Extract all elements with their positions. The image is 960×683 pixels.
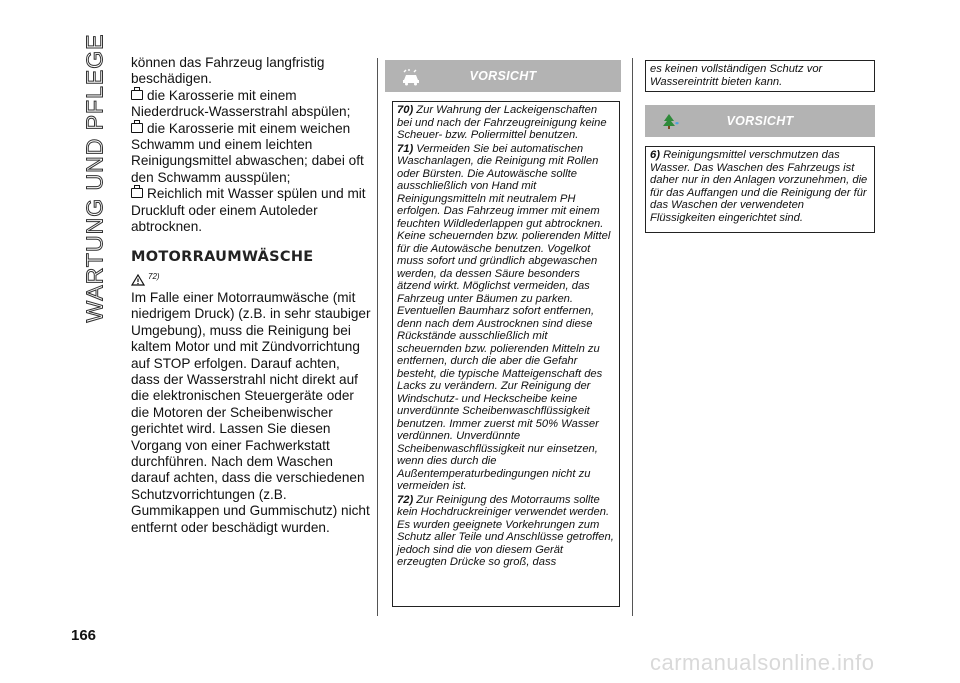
paragraph: Im Falle einer Motorraumwäsche (mit niedrigem Druck) (z.B. in sehr staubiger Umgebung), muss die Reinigung bei kaltem Motor und mit Zündvorrichtung auf STOP erfolgen. Darauf achten, dass der Wasserstrahl nicht direkt auf die elektronischen Steuergeräte oder die Motoren der Scheibenwischer gerichtet wird. Lassen Sie diesen Vorgang von einer Fachwerkstatt durchführen. Nach dem Waschen darauf achten, dass die verschiedenen Schutzvorrichtungen (z.B. Gummikappen und Gummischutz) nicht entfernt oder beschädigt wurden. bbox=[131, 289, 371, 535]
bullet-icon bbox=[131, 90, 143, 100]
section-heading: MOTORRAUMWÄSCHE bbox=[131, 249, 314, 266]
paragraph: können das Fahrzeug langfristig beschädigen. bbox=[131, 55, 325, 87]
watermark: carmanualsonline.info bbox=[650, 650, 875, 675]
main-text-column bbox=[131, 55, 371, 536]
warning-box bbox=[392, 101, 620, 607]
warning-item: 71) Vermeiden Sie bei automatischen Waschanlagen, die Reinigung mit Rollen oder Bürsten. Die Autowäsche sollte ausschließlich von Hand mit Reinigungsmitteln mit neutralem PH erfolgen. Das Fahrzeug immer mit einem feuchten Wildlederlappen gut abtrocknen. Keine scheuernden bzw. polierenden Mittel für die Autowäsche benutzen. Vogelkot muss sofort und gründlich abgewaschen werden, da dessen Säure besonders ätzend wirkt. Möglichst vermeiden, das Fahrzeug unter Bäumen zu parken. Eventuellen Baumharz sofort entfernen, denn nach dem Austrocknen sind diese Rückstände ausschließlich mit scheuernden bzw. polierenden Mitteln zu entfernen, durch die aber die Gefahr besteht, die typische Matteigenschaft des Lacks zu verändern. Zur Reinigung der Windschutz- und Heckscheibe keine unverdünnte Scheibenwaschflüssigkeit benutzen. Immer zuerst mit 50% Wasser verdünnen. Unverdünnte Scheibenwaschflüssigkeit nur einsetzen, wenn dies durch die Außentemperaturbedingungen nicht zu vermeiden ist. bbox=[397, 142, 611, 492]
column-divider bbox=[632, 58, 633, 616]
warning-reference: 72) bbox=[131, 270, 371, 286]
warning-header: VORSICHT bbox=[385, 60, 621, 92]
page-number: 166 bbox=[71, 627, 97, 644]
bullet-icon bbox=[131, 188, 143, 198]
bullet-item: Reichlich mit Wasser spülen und mit Druckluft oder einem Autoleder abtrocknen. bbox=[131, 186, 366, 235]
warning-item: 72) Zur Reinigung des Motorraums sollte kein Hochdruckreiniger verwendet werden. Es wurden geeignete Vorkehrungen zum Schutz aller Teile und Anschlüsse getroffen, jedoch sind die von diesem Gerät erzeugten Drücke so groß, dass bbox=[397, 493, 614, 568]
bullet-item: die Karosserie mit einem weichen Schwamm und einem leichten Reinigungsmittel abwaschen; dabei oft den Schwamm ausspülen; bbox=[131, 120, 364, 185]
column-divider bbox=[377, 58, 378, 616]
bullet-icon bbox=[131, 123, 143, 133]
warning-triangle-icon bbox=[131, 274, 145, 286]
warning-box bbox=[645, 146, 875, 233]
bullet-item: die Karosserie mit einem Niederdruck-Wasserstrahl abspülen; bbox=[131, 87, 351, 120]
warning-header: VORSICHT bbox=[645, 105, 875, 137]
warning-item: 70) Zur Wahrung der Lackeigenschaften bei und nach der Fahrzeugreinigung keine Scheuer- bzw. Poliermittel benutzen. bbox=[397, 104, 607, 141]
warning-item: 6) Reinigungsmittel verschmutzen das Wasser. Das Waschen des Fahrzeugs ist daher nur in den Anlagen vorzunehmen, die für das Auffangen und die Reinigung der für das Waschen der verwendeten Flüssigkeiten eingerichtet sind. bbox=[650, 149, 868, 224]
chapter-side-title: WARTUNG UND PFLEGE bbox=[81, 33, 108, 323]
continued-warning-box: es keinen vollständigen Schutz vor Wassereintritt bieten kann. bbox=[645, 60, 875, 92]
